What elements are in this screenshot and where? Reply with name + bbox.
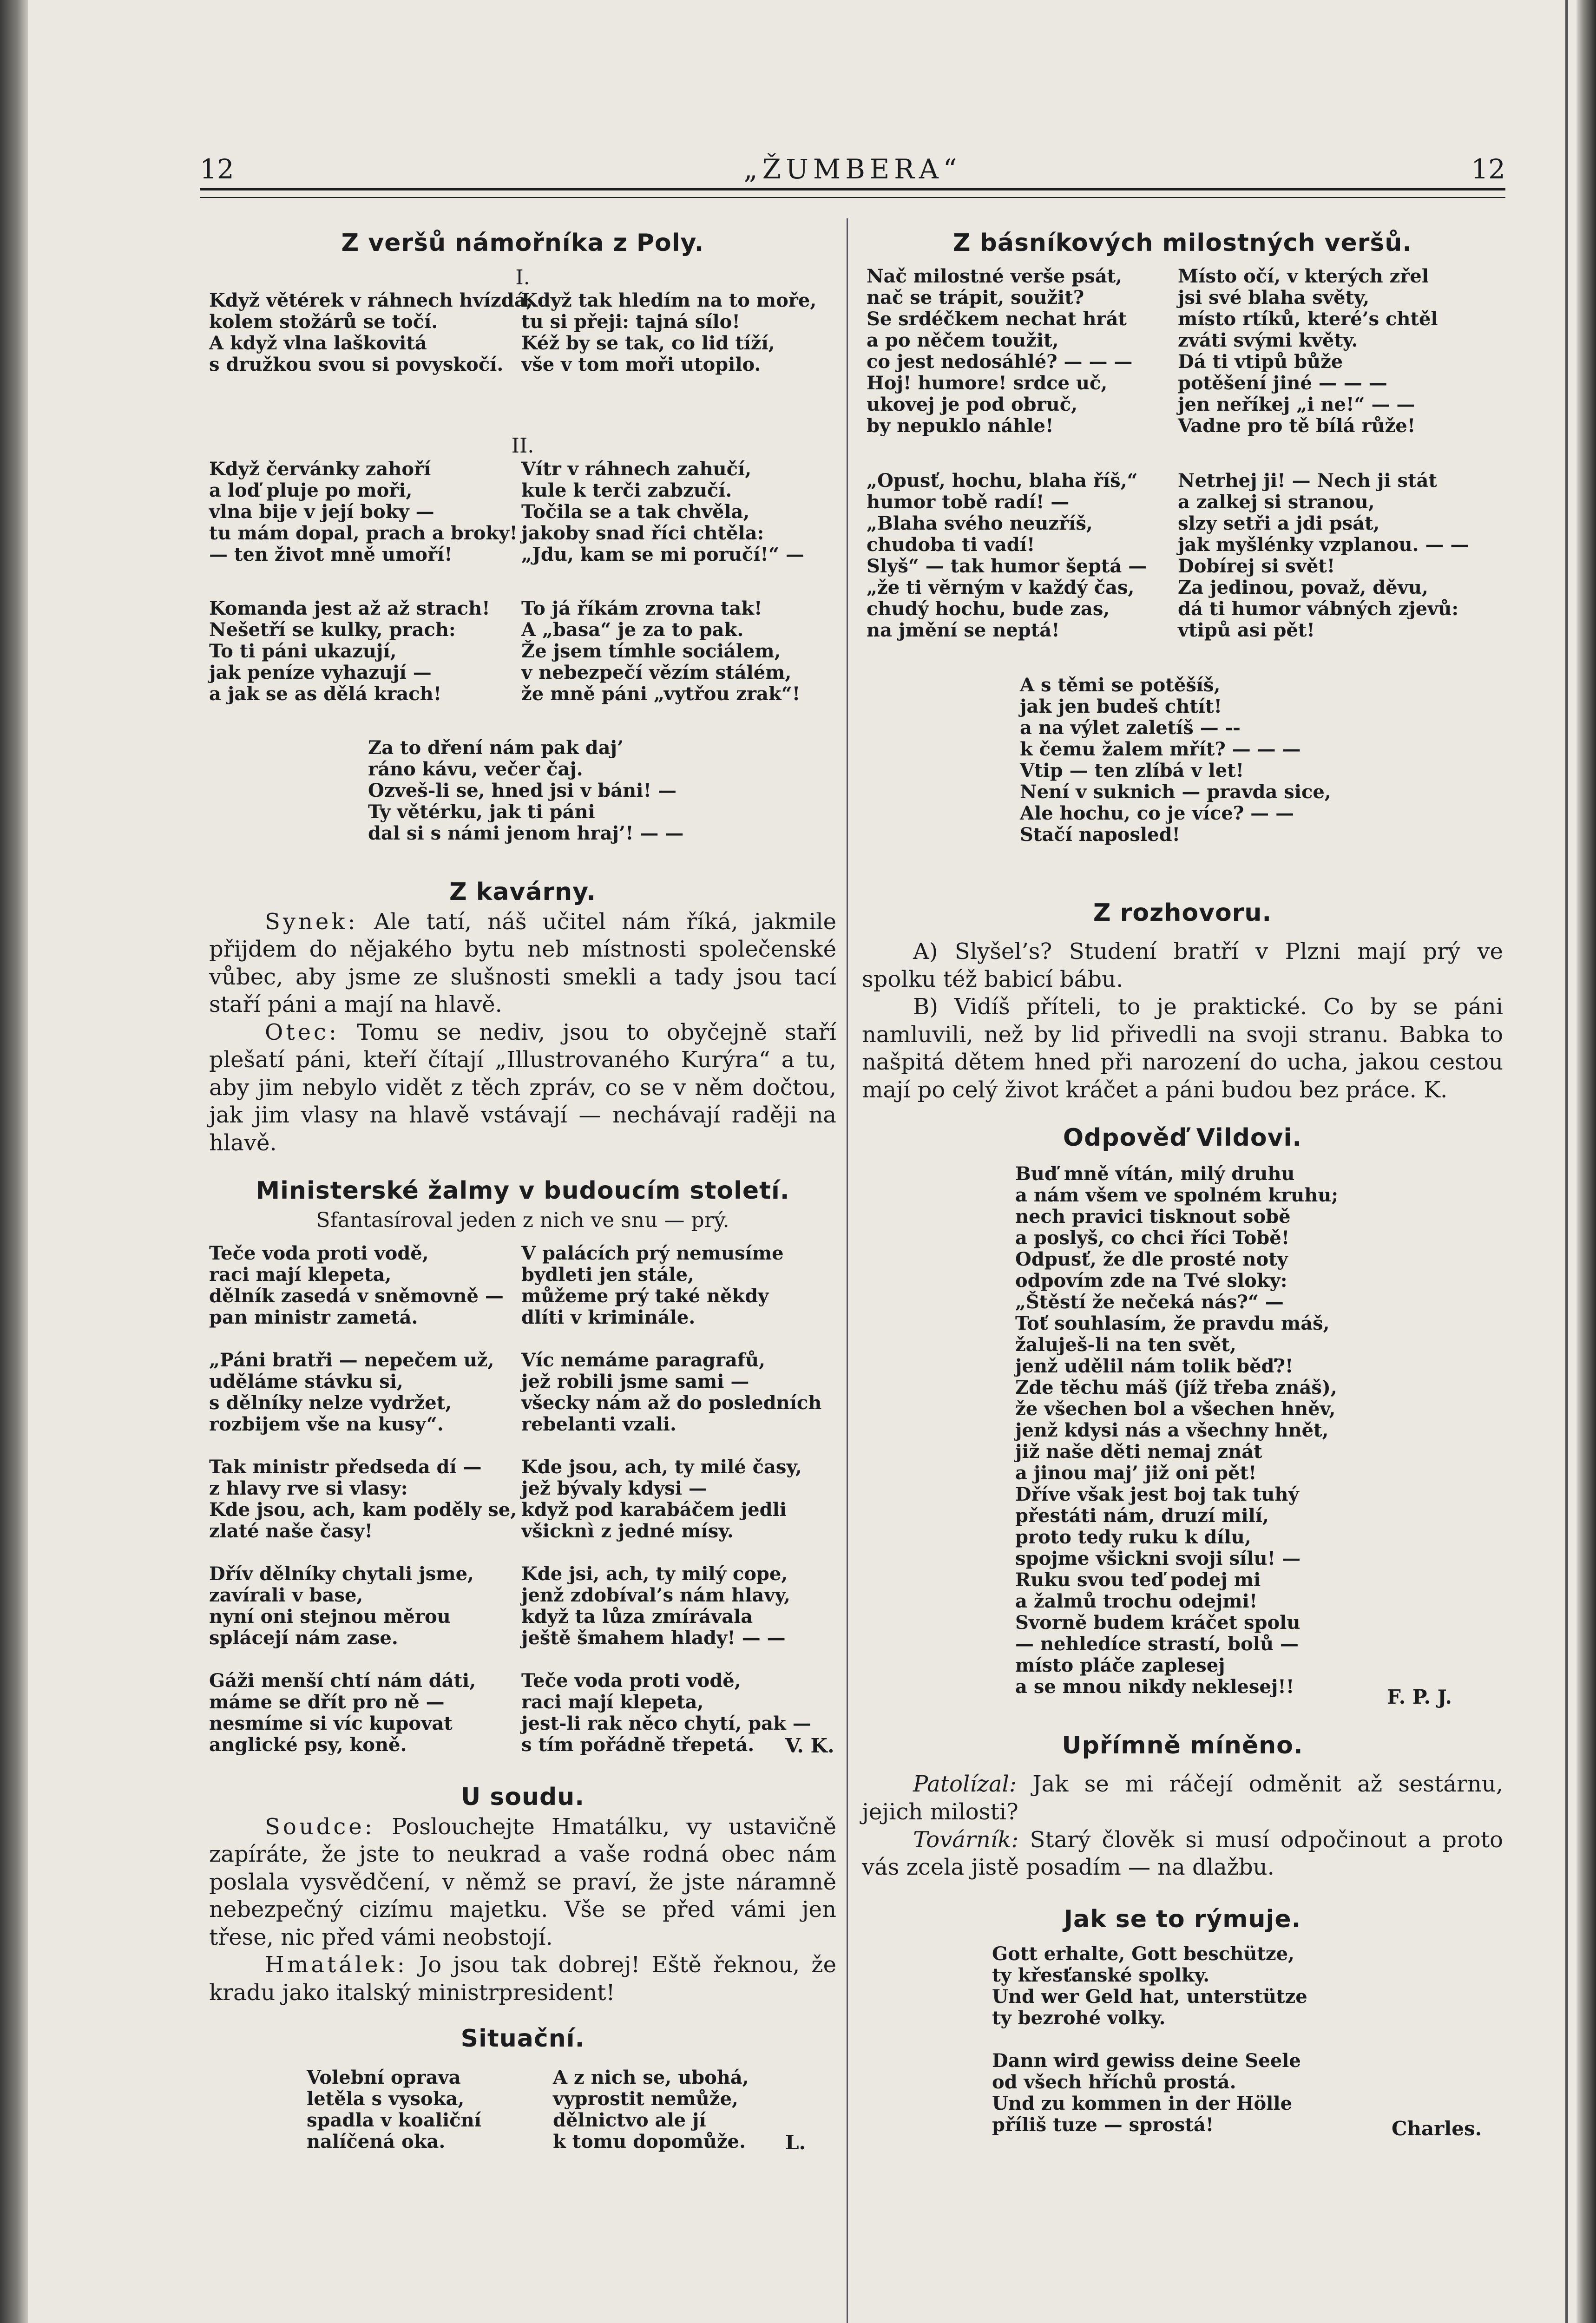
court-speaker-1: Soudce: [265, 1813, 375, 1840]
conversation-paragraph-a: A) Slyšel’s? Studení bratří v Plzni mají prý ve spolku též babicí bábu. [862, 938, 1503, 992]
sailor-part-1: I. [515, 265, 530, 289]
cafe-paragraph-2 [209, 1019, 836, 1157]
psalms-signature: V. K. [785, 1734, 834, 1758]
love-stanza-a2: „Opusť, hochu, blaha říš,“ humor tobě radí! — „Blaha svého neuzříš, chudoba ti vadí! Slyš“ — tak humor šeptá — „že ti věrným v každý čas, chudý hochu, bude zas, na jmění se neptá! [867, 469, 1147, 641]
answer-title: Odpověď Vildovi. [1063, 1124, 1302, 1152]
cafe-text-2: Tomu se nediv, jsou to obyčejně staří plešatí páni, kteří čítají „Illustrovaného Kurýra“ a tu, aby jim nebylo vidět z těch zpráv, co se v něm dočtou, jak jim vlasy na hlavě vstávají — nechávají raději na hlavě. [209, 1019, 836, 1156]
sailor-stanza-a2: Když červánky zahoří a loď pluje po moři, vlna bije v její boky — tu mám dopal, prach a broky! — ten život mně umoří! [209, 458, 518, 566]
love-title: Z básníkových milostných veršů. [952, 229, 1412, 257]
psalms-stanza-b4: Kde jsi, ach, ty milý cope, jenž zdobíval’s nám hlavy, když ta lůza zmírávala ještě šmahem hlady! — — [521, 1563, 790, 1649]
page-number-right: 12 [1471, 153, 1505, 185]
love-row-2 [862, 470, 1503, 675]
rhyme-signature: Charles. [1392, 2117, 1482, 2140]
psalms-row-4 [209, 1563, 836, 1670]
psalms-stanza-a4: Dřív dělníky chytali jsme, zavírali v base, nyní oni stejnou měrou splácejí nám zase. [209, 1563, 474, 1649]
court-speaker-2: Hmatálek: [265, 1952, 407, 1978]
rhyme-poem: Gott erhalte, Gott beschütze, ty křesťanské spolky. Und wer Geld hat, unterstütze ty bezrohé volky. Dann wird gewiss deine Seele od všech hříchů prostá. Und zu kommen in der Hölle příliš tuze — sprostá! [992, 1943, 1307, 2136]
love-row-1 [862, 266, 1503, 470]
sailor-stanza-a3: Komanda jest až až strach! Nešetří se kulky, prach: To ti páni ukazují, jak peníze vyhazují — a jak se as dělá krach! [209, 597, 490, 705]
left-column [209, 228, 836, 2169]
court-paragraph-2 [209, 1951, 836, 2007]
cafe-speaker-2: Otec: [265, 1019, 340, 1045]
psalms-row-2 [209, 1350, 836, 1457]
conversation-signature: K. [1424, 1076, 1448, 1103]
psalms-stanza-b3: Kde jsou, ach, ty milé časy, jež bývaly kdysi — když pod karabáčem jedli všicknì z jedné mísy. [521, 1456, 802, 1542]
sailor-stanza-row-1 [209, 290, 836, 434]
sincere-speaker-2: Továrník: [913, 1826, 1019, 1853]
sailor-stanza-b3: To já říkám zrovna tak! A „basa“ je za to pak. Že jsem tímhle sociálem, v nebezpečí vězím stálém, že mně páni „vytřou zrak“! [521, 597, 801, 705]
love-stanza-b1: Místo očí, v kterých zřel jsi své blaha světy, místo rtíků, které’s chtěl zváti svými květy. Dá ti vtipů bůže potěšení jiné — — — jen neříkej „i ne!“ — — Vadne pro tě bílá růže! [1178, 265, 1438, 437]
answer-block [862, 1163, 1503, 1712]
running-head [200, 153, 1505, 190]
situation-stanza-a: Volební oprava letěla s vysoka, spadla v koaliční nalíčená oka. [307, 2067, 481, 2152]
sincere-text-1: Jak se mi ráčejí odměnit až sestárnu, jejich milosti? [862, 1771, 1503, 1825]
sincere-paragraph-1 [862, 1771, 1503, 1826]
conversation-paragraph-b [862, 993, 1503, 1104]
header-rule [200, 188, 1505, 198]
sincere-title: Upřímně míněno. [1062, 1731, 1303, 1759]
sailor-part-2: II. [511, 434, 534, 458]
answer-signature: F. P. J. [1387, 1685, 1452, 1708]
sailor-stanza-row-2 [209, 459, 836, 598]
situation-title: Situační. [460, 2025, 585, 2053]
love-stanza-a1: Nač milostné verše psát, nač se trápit, soužit? Se srdéčkem nechat hrát a po něčem toužit, co jest nedosáhlé? — — — Hoj! humore! srdce uč, ukovej je pod obruč, by nepuklo náhle! [867, 265, 1133, 437]
conversation-text-b: B) Vidíš příteli, to je praktické. Co by se páni namluvili, než by lid přivedli na svoji stranu. Babka to našpitá dětem hned při narození do ucha, jakou cestou mají po celý život kráčet a páni budou bez práce. [862, 994, 1503, 1103]
situation-row [209, 2067, 836, 2169]
psalms-stanza-a2: „Páni bratři — nepečem už, uděláme stávku si, s dělníky nelze vydržet, rozbijem vše na kusy“. [209, 1349, 494, 1436]
psalms-stanza-b5: Teče voda proti vodě, raci mají klepeta, jest-li rak něco chytí, pak — s tím pořádně třepetá. [521, 1670, 811, 1756]
right-column [862, 228, 1503, 2148]
sailor-stanza-a1: Když větérek v ráhnech hvízdá, kolem stožárů se točí. A když vlna laškovitá s družkou svou si povyskočí. [209, 289, 533, 376]
running-title: „ŽUMBERA“ [743, 153, 962, 185]
column-rule [847, 218, 848, 2323]
psalms-row-1 [209, 1243, 836, 1350]
cafe-title: Z kavárny. [449, 878, 596, 906]
court-paragraph-1 [209, 1813, 836, 1952]
psalms-stanza-a3: Tak ministr předseda dí — z hlavy rve si vlasy: Kde jsou, ach, kam poděly se, zlaté naše časy! [209, 1456, 517, 1542]
love-final-stanza: A s těmi se potěšíš, jak jen budeš chtít! a na výlet zaletíš — -- k čemu žalem mřít? — — — Vtip — ten zlíbá v let! Není v suknich — pravda sice, Ale hochu, co je více? — — Stačí naposled! [1020, 674, 1331, 846]
answer-poem: Buď mně vítán, milý druhu a nám všem ve spolném kruhu; nech pravici tisknout sobě a poslyš, co chci říci Tobě! Odpusť, že dle prosté noty odpovím zde na Tvé sloky: „Štěstí že nečeká nás?“ — Toť souhlasím, že pravdu máš, žaluješ-li na ten svět, jenž udělil nám tolik běď?! Zde těchu máš (jíž třeba znáš), že všechen bol a všechen hněv, jenž kdysi nás a všechny hnět, již naše děti nemaj znát a jinou maj’ již oni pět! Dříve však jest boj tak tuhý přestáti nám, druzí milí, proto tedy ruku k dílu, spojme všickni svoji sílu! — Ruku svou teď podej mi a žalmů trochu odejmi! Svorně budem kráčet spolu — nehledíce strastí, bolů — místo pláče zaplesej a se mnou nikdy neklesej!! [1015, 1162, 1339, 1698]
scan-left-edge [0, 0, 28, 2323]
cafe-text-1: Ale tatí, náš učitel nám říká, jakmile přijdem do nějakého bytu neb místnosti společenské vůbec, aby jsme ze slušnosti smekli a tady jsou tací staří páni a mají na hlavě. [209, 908, 836, 1018]
psalms-stanza-a5: Gáži menší chtí nám dáti, máme se dřít pro ně — nesmíme si víc kupovat anglické psy, koně. [209, 1670, 476, 1756]
court-text-2: Jo jsou tak dobrej! Eště řeknou, že kradu jako italský ministrpresident! [209, 1952, 836, 2006]
psalms-stanza-b2: Víc nemáme paragrafů, jež robili jsme sami — všecky nám až do posledních rebelanti vzali. [521, 1349, 822, 1436]
sailor-stanza-row-3 [209, 598, 836, 737]
sincere-paragraph-2 [862, 1826, 1503, 1882]
scan-right-border [1565, 0, 1568, 2323]
psalms-row-5 [209, 1670, 836, 1763]
sincere-speaker-1: Patolízal: [913, 1771, 1017, 1798]
psalms-stanza-b1: V palácích prý nemusíme bydleti jen stále, můžeme prý také někdy dlíti v kriminále. [521, 1242, 784, 1329]
sincere-text-2: Starý člověk si musí odpočinout a proto vás zcela jistě posadím — na dlažbu. [862, 1826, 1503, 1881]
psalms-subtitle: Sfantasíroval jeden z nich ve snu — prý. [316, 1208, 729, 1233]
psalms-stanza-a1: Teče voda proti vodě, raci mají klepeta, dělník zasedá v sněmovně — pan ministr zametá. [209, 1242, 504, 1329]
sailor-stanza-b1: Když tak hledím na to moře, tu si přeji: tajná sílo! Kéž by se tak, co lid tíží, vše v tom moři utopilo. [521, 289, 817, 376]
love-stanza-b2: Netrhej ji! — Nech ji stát a zalkej si stranou, slzy setři a jdi psát, jak myšlénky vzplanou. — — Dobírej si svět! Za jedinou, považ, děvu, dá ti humor vábných zjevů: vtipů asi pět! [1178, 469, 1469, 641]
page-number-left: 12 [200, 153, 234, 185]
psalms-title: Ministerské žalmy v budoucím století. [256, 1177, 790, 1205]
sailor-stanza-b2: Vítr v ráhnech zahučí, kule k terči zabzučí. Točila se a tak chvěla, jakoby snad říci chtěla: „Jdu, kam se mi poručí!“ — [521, 458, 804, 566]
sailor-title: Z veršů námořníka z Poly. [341, 229, 704, 257]
psalms-row-3 [209, 1457, 836, 1563]
rhyme-block [862, 1943, 1503, 2148]
situation-signature: L. [785, 2131, 806, 2154]
cafe-speaker-1: Synek: [265, 908, 358, 935]
cafe-paragraph-1 [209, 908, 836, 1019]
conversation-title: Z rozhovoru. [1093, 899, 1272, 927]
rhyme-title: Jak se to rýmuje. [1064, 1905, 1301, 1933]
scan-right-edge [1576, 0, 1596, 2323]
sailor-final-stanza: Za to dření nám pak daj’ ráno kávu, večer čaj. Ozveš-li se, hned jsi v báni! — Ty větérku, jak ti páni dal si s námi jenom hraj’! — — [368, 737, 684, 845]
court-title: U soudu. [460, 1783, 585, 1811]
situation-stanza-b: A z nich se, ubohá, vyprostit nemůže, dělnictvo ale jí k tomu dopomůže. [553, 2067, 749, 2152]
court-text-1: Posloucheјte Hmatálku, vy ustavičně zapíráte, že jste to neukrad a vaše rodná obec nám poslala vysvědčení, v němž se praví, že jste náramně nebezpečný cizímu majetku. Vše se před vámi jen třese, nic před vámi neobstojí. [209, 1813, 836, 1950]
